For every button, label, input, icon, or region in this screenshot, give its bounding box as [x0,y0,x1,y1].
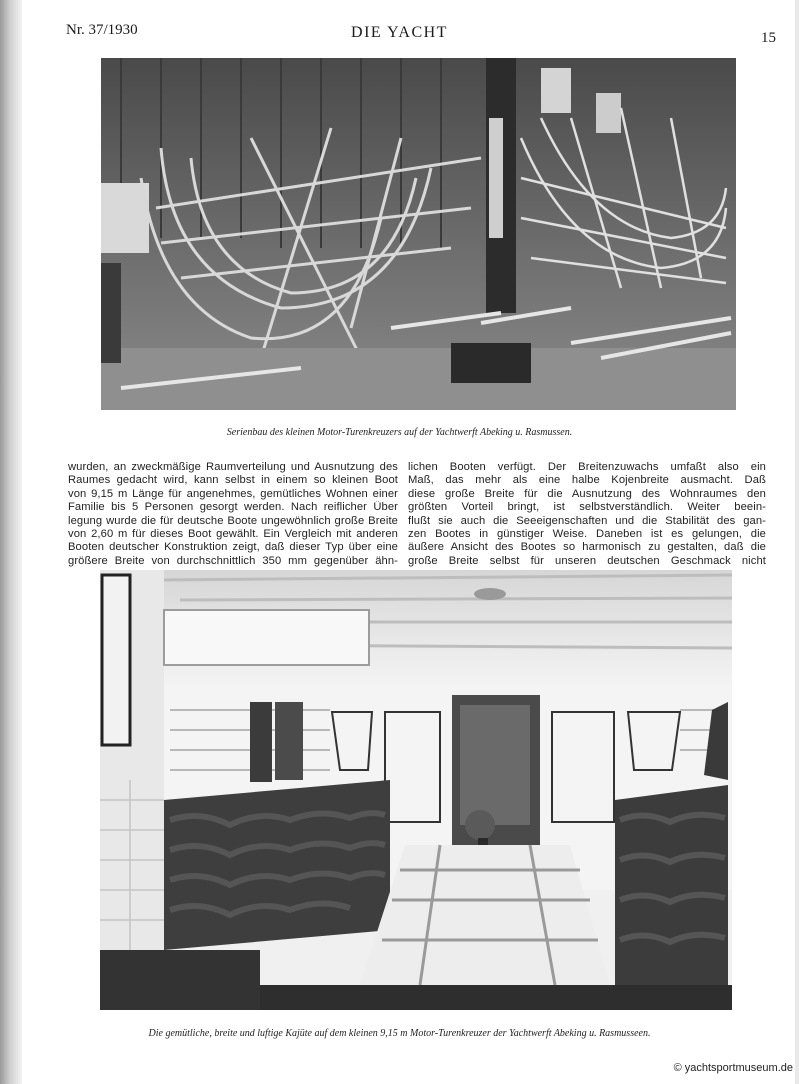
text-line: äußere Ansicht des Bootes so harmonisch zu gestalten, daß die [408,541,766,554]
text-line: zen Bootes in günstiger Weise. Daneben ist es gelungen, die [408,528,766,541]
text-line: legung wurde die für deutsche Boote ungewöhnlich große Breite [68,514,398,527]
page-edge [795,0,799,1084]
cabin-interior-photo [100,570,732,1010]
text-line: Familie bis 5 Personen gesorgt werden. Nach reiflicher Über [68,501,398,514]
copyright-watermark: © yachtsportmuseum.de [673,1062,793,1074]
text-line: von 2,60 m für dieses Boot gewählt. Ein Vergleich mit anderen [68,528,398,541]
article-right-column [408,461,766,568]
text-line: diese große Breite für die Ausnutzung des Wohnraumes den [408,487,766,500]
text-line: größten Vorteil bringt, ist selbstverständlich. Weiter beein- [408,501,766,514]
text-line: flußt sie auch die Seeeigenschaften und die Stabilität des gan- [408,514,766,527]
issue-number: Nr. 37/1930 [66,22,138,38]
bottom-photo-caption: Die gemütliche, breite und luftige Kajüte auf dem kleinen 9,15 m Motor-Turenkreuzer der Yachtwerft Abeking u. Rasmusseen. [148,1028,651,1039]
page-binding-shadow [0,0,22,1084]
top-photo-caption: Serienbau des kleinen Motor-Turenkreuzers auf der Yachtwerft Abeking u. Rasmussen. [226,427,573,438]
boatyard-photo [101,58,736,410]
text-line: lichen Booten verfügt. Der Breitenzuwachs umfaßt also ein [408,461,766,473]
text-line: von 9,15 m Länge für angenehmes, gemütliches Wohnen einer [68,487,398,500]
text-line: Booten deutscher Konstruktion zeigt, daß dieser Typ über eine [68,541,398,554]
text-line: wurden, an zweckmäßige Raumverteilung und Ausnutzung des [68,461,398,473]
text-line: Maß, das mehr als eine halbe Kojenbreite ausmacht. Daß [408,474,766,487]
page-number: 15 [761,30,776,46]
text-line: größere Breite von durchschnittlich 350 mm gegenüber ähn- [68,554,398,567]
magazine-title: DIE YACHT [351,24,448,41]
text-line: Raumes gedacht wird, kann selbst in einem so kleinen Boot [68,474,398,487]
article-left-column [68,461,398,568]
text-line: große Breite selbst für unseren deutschen Geschmack nicht [408,554,766,567]
